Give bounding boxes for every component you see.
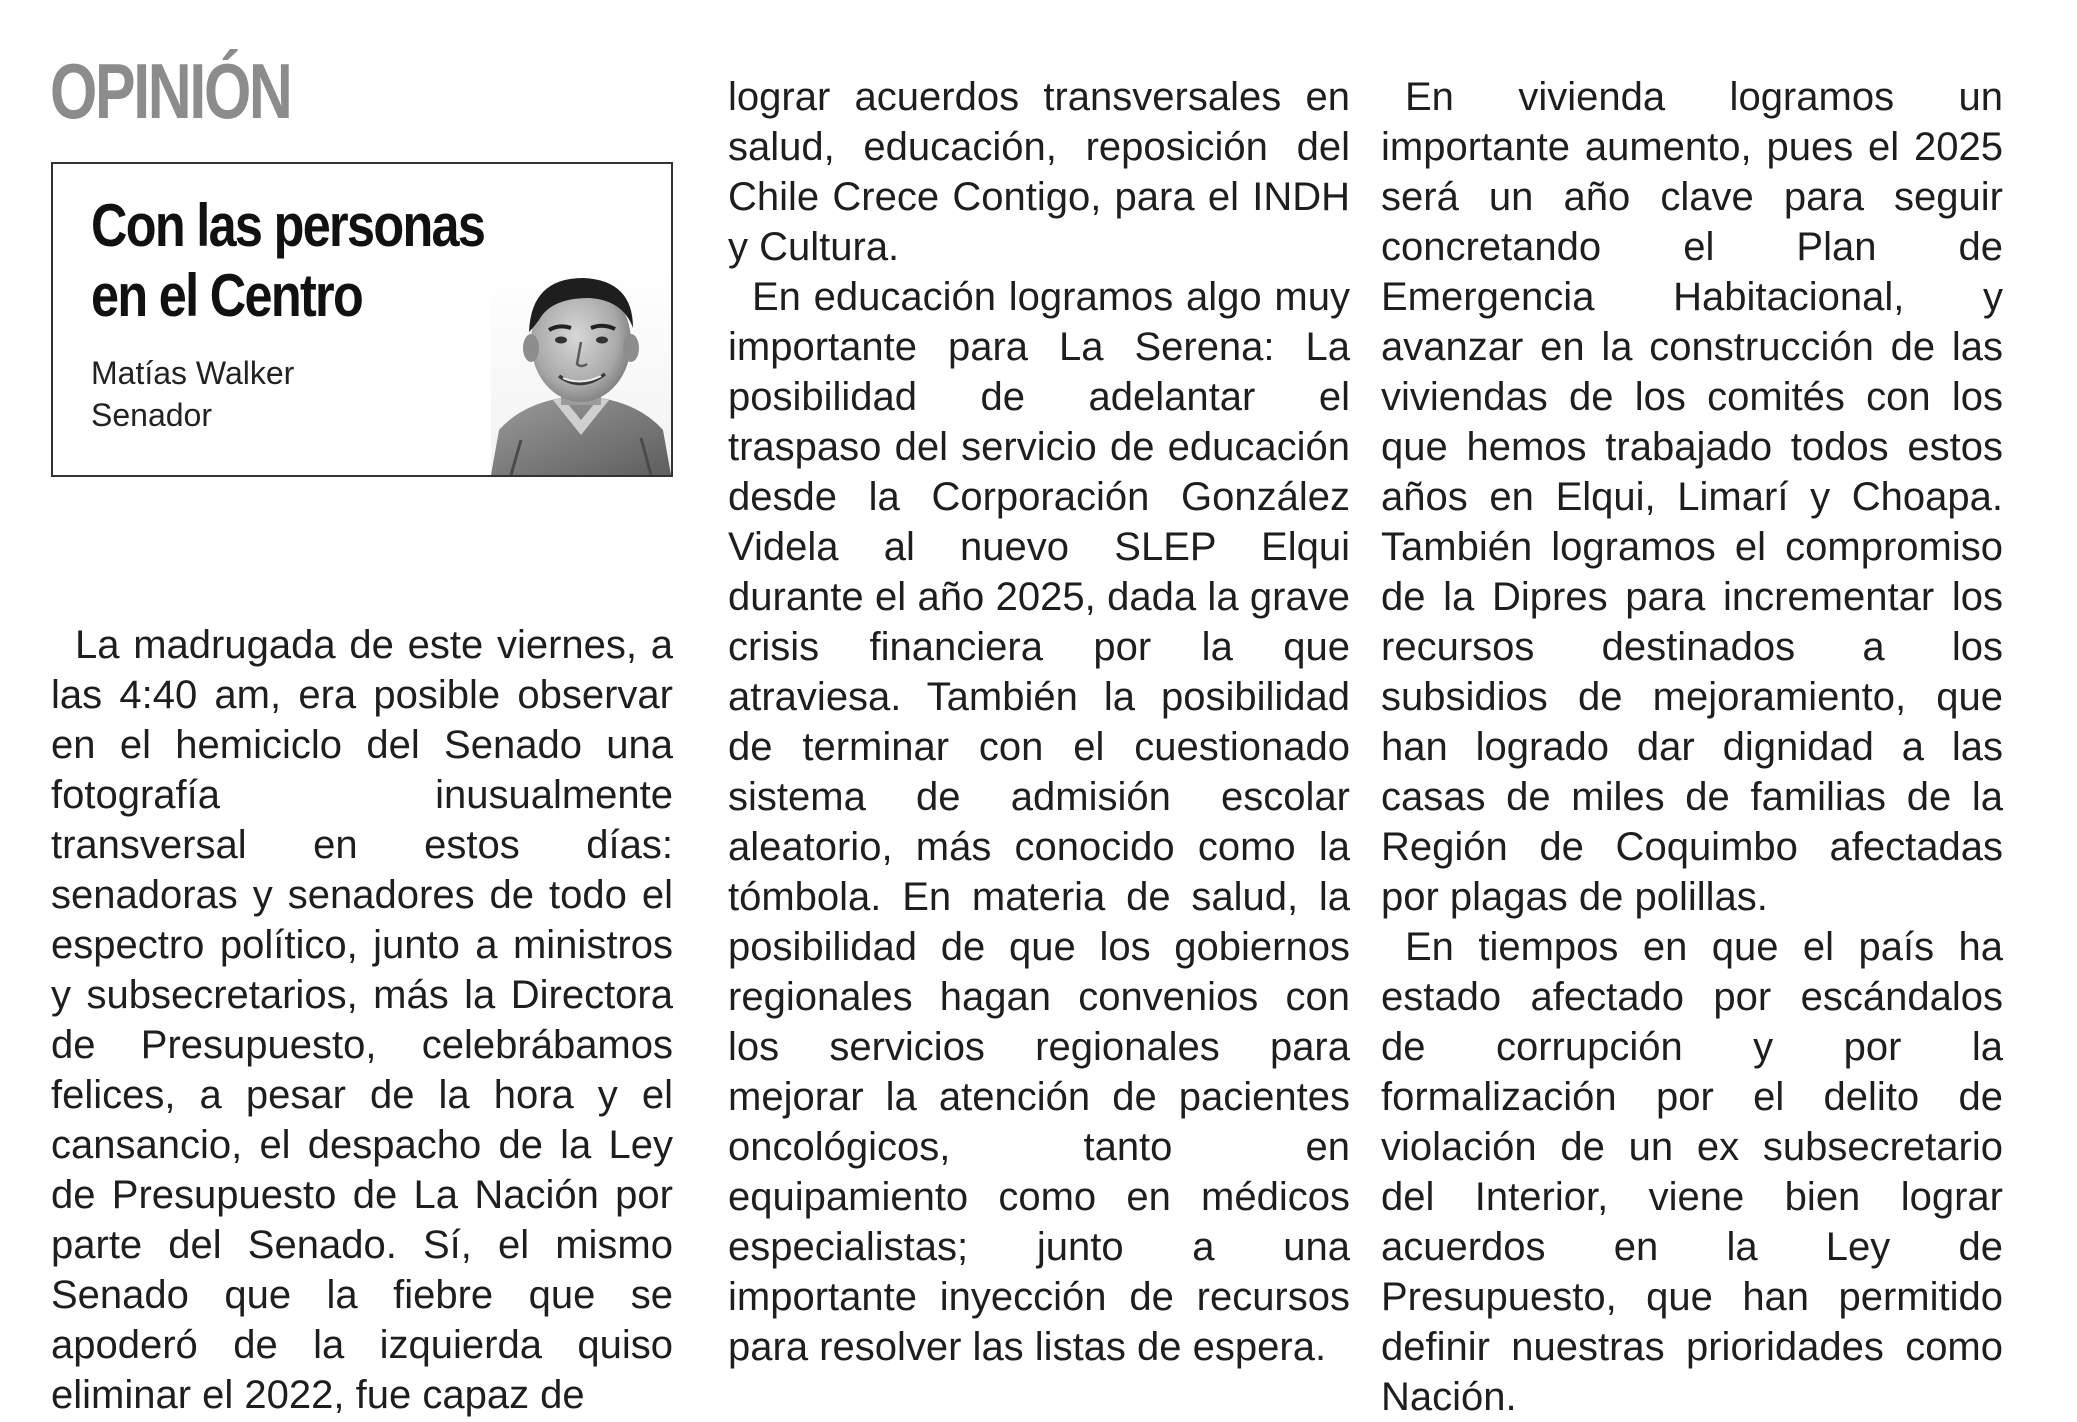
author-role: Senador xyxy=(91,397,212,433)
article-header-box xyxy=(51,162,673,477)
paragraph: lograr acuerdos transversales en salud, educación, reposición del Chile Crece Contigo, para el INDH y Cultura. xyxy=(728,75,1350,269)
author-byline xyxy=(91,352,294,436)
author-name: Matías Walker xyxy=(91,355,295,391)
headline-line-1: Con las personas xyxy=(91,192,485,259)
section-label: OPINIÓN xyxy=(50,47,291,135)
headline-line-2: en el Centro xyxy=(91,262,363,329)
paragraph: En tiempos en que el país ha estado afectado por escándalos de corrupción y por la formalización por el delito de violación de un ex subsecretario del Interior, viene bien lograr acuerdos en la Ley de Presupuesto, que han permitido definir nuestras prioridades como Nación. xyxy=(1381,925,2003,1419)
article-headline xyxy=(91,191,484,331)
author-portrait-photo xyxy=(491,270,671,475)
article-column-2 xyxy=(728,72,1350,1372)
paragraph: La madrugada de este viernes, a las 4:40 am, era posible observar en el hemiciclo del Senado una fotografía inusualmente transversal en estos días: senadoras y senadores de todo el espectro político, junto a ministros y subsecretarios, más la Directora de Presupuesto, celebrábamos felices, a pesar de la hora y el cansancio, el despacho de la Ley de Presupuesto de La Nación por parte del Senado. Sí, el mismo Senado que la fiebre que se apoderó de la izquierda quiso eliminar el 2022, fue capaz de xyxy=(51,623,673,1417)
paragraph: En educación logramos algo muy importante para La Serena: La posibilidad de adelantar el traspaso del servicio de educación desde la Corporación González Videla al nuevo SLEP Elqui durante el año 2025, dada la grave crisis financiera por la que atraviesa. También la posibilidad de terminar con el cuestionado sistema de admisión escolar aleatorio, más conocido como la tómbola. En materia de salud, la posibilidad de que los gobiernos regionales hagan convenios con los servicios regionales para mejorar la atención de pacientes oncológicos, tanto en equipamiento como en médicos especialistas; junto a una importante inyección de recursos para resolver las listas de espera. xyxy=(728,275,1350,1369)
article-column-1 xyxy=(51,620,673,1420)
paragraph: En vivienda logramos un importante aumento, pues el 2025 será un año clave para seguir concretando el Plan de Emergencia Habitacional, y avanzar en la construcción de las viviendas de los comités con los que hemos trabajado todos estos años en Elqui, Limarí y Choapa. También logramos el compromiso de la Dipres para incrementar los recursos destinados a los subsidios de mejoramiento, que han logrado dar dignidad a las casas de miles de familias de la Región de Coquimbo afectadas por plagas de polillas. xyxy=(1381,75,2003,919)
article-column-3 xyxy=(1381,72,2003,1422)
